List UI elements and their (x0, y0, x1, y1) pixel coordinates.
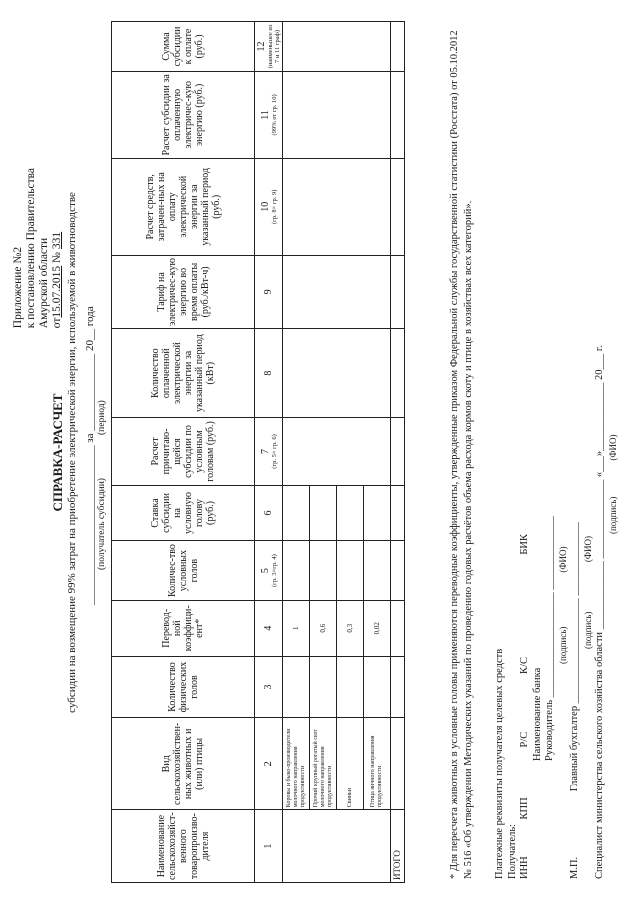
specialist-captions (607, 345, 620, 879)
col-formula-10: (гр. 8× гр. 9) (270, 189, 278, 225)
accountant-fio-caption: (ФИО) (582, 536, 593, 563)
animal-kind-cell: Прочий крупный рогатый скот молочного направления продуктивности (310, 718, 337, 810)
bik-label: БИК (519, 534, 530, 555)
table-header-row (112, 22, 255, 883)
col-number-12: 12 (наименьшее из 7 и 11 граф) (255, 22, 283, 72)
calculation-table (111, 21, 405, 883)
col-number-4: 4 (255, 600, 283, 656)
recipient-blank: _____________________________ (84, 445, 96, 605)
animal-kind-cell: Свиньи (337, 718, 364, 810)
col-formula-7: (гр. 5× гр. 6) (270, 434, 278, 469)
accountant-signature-caption: (подпись) (582, 611, 593, 649)
head-line: Руководитель ____________________ ______________ (544, 516, 555, 761)
col-header-9: Тариф на электричес-кую энергию во время оплаты (руб./кВт-ч) (112, 255, 255, 328)
recipient-period-line: _____________________________ за ______________ 20__ года (84, 306, 96, 605)
ks-label: К/С (519, 657, 530, 674)
period-caption: (период) (97, 400, 107, 435)
animal-kind-cell: Птица яичного направления продуктивности (364, 718, 391, 810)
accountant-label: Главный бухгалтер (569, 705, 580, 792)
col-number-8: 8 (255, 329, 283, 418)
col-number-1: 1 (255, 810, 283, 883)
recipient-caption: (получатель субсидии) (97, 478, 107, 570)
head-signature-caption: (подпись) (557, 626, 568, 664)
recipient-label: Получатель: (506, 823, 518, 879)
accountant-captions (582, 345, 595, 879)
sign-year-prefix: 20 (594, 369, 605, 380)
mp-label: М.П. (569, 856, 580, 879)
col-header-12: Сумма субсидии к оплате (руб.) (112, 22, 255, 72)
specialist-signature-caption: (подпись) (607, 496, 618, 534)
col-header-8: Количество оплаченной электрической энергии за указанный период (кВт) (112, 329, 255, 418)
document-title: СПРАВКА-РАСЧЕТ (50, 393, 65, 512)
column-number-row (255, 22, 283, 883)
appendix-line-3: Амурской области (38, 237, 50, 329)
specialist-label: Специалист министерства сельского хозяйства области (594, 631, 605, 879)
total-row (391, 22, 405, 883)
coefficient-cell: 0,3 (337, 600, 364, 656)
col-header-11: Расчет субсидии за оплаченную электричес-кую энергию (руб.) (112, 71, 255, 158)
head-captions (557, 345, 570, 879)
accountant-line: М.П. Главный бухгалтер ____________________ ______________ (569, 522, 580, 879)
col-number-11: 11 (99% от гр. 10) (255, 71, 283, 158)
year-suffix: года (84, 306, 96, 327)
col-header-1: Наименование сельскохозяйст-венного товаропроизво-дителя (112, 810, 255, 883)
col-formula-5: (гр. 3×гр. 4) (270, 554, 278, 587)
col-header-7: Расчет причитаю-щейся субсидии по условным головам (руб.) (112, 418, 255, 485)
sign-year-suffix: г. (594, 345, 605, 352)
col-header-4: Перевод-ной коэффици-ент* (112, 600, 255, 656)
date-prefix: от (51, 317, 63, 329)
number-prefix: № (51, 251, 63, 263)
col-number-3: 3 (255, 656, 283, 718)
col-number-5: 5 (гр. 3×гр. 4) (255, 541, 283, 601)
requisites-block (494, 345, 619, 879)
col-number-2: 2 (255, 718, 283, 810)
bank-label: Наименование банка (531, 667, 543, 761)
head-label: Руководитель (544, 700, 555, 761)
specialist-line: Специалист министерства сельского хозяйства области _____________ _______________ «___»_____________ 20___ г. (594, 345, 605, 879)
za-label: за (84, 433, 96, 443)
col-number-6: 6 (255, 485, 283, 541)
appendix-line-1: Приложение №2 (12, 246, 24, 329)
head-fio-caption: (ФИО) (557, 546, 568, 573)
inn-kpp-line (519, 345, 532, 879)
col-number-9: 9 (255, 255, 283, 328)
table-row (283, 22, 310, 883)
coefficient-cell: 0,6 (310, 600, 337, 656)
period-blank: ______________ (84, 353, 96, 431)
rs-label: Р/С (519, 731, 530, 748)
appendix-line-2: к постановлению Правительства (25, 168, 37, 329)
kpp-label: КПП (519, 797, 530, 820)
producer-name-cell (283, 810, 391, 883)
coefficient-cell: 0,02 (364, 600, 391, 656)
inn-label: ИНН (519, 856, 530, 879)
total-label: ИТОГО (391, 810, 405, 883)
appendix-date: 15.07.2015 (51, 265, 63, 318)
col-header-10: Расчет средств, затрачен-ных на оплату электрической энергии за указанный период (руб.) (112, 158, 255, 255)
col-formula-12: (наименьшее из 7 и 11 граф) (267, 24, 281, 69)
coefficient-cell: 1 (283, 600, 310, 656)
col-header-6: Ставка субсидии на условную голову (руб.) (112, 485, 255, 541)
bank-line (532, 345, 545, 879)
col-formula-11: (99% от гр. 10) (270, 94, 278, 136)
col-header-2: Вид сельскохозяйствен-ных животных и (или) птицы (112, 718, 255, 810)
animal-kind-cell: Коровы и быко-производители молочного направления продуктивности (283, 718, 310, 810)
col-number-7: 7 (гр. 5× гр. 6) (255, 418, 283, 485)
year-prefix: 20 (84, 340, 96, 352)
date-open-quote: « (594, 471, 605, 478)
col-header-3: Количество физических голов (112, 656, 255, 718)
col-header-5: Количес-тво условных голов (112, 541, 255, 601)
col-number-10: 10 (гр. 8× гр. 9) (255, 158, 283, 255)
specialist-fio-caption: (ФИО) (607, 434, 618, 461)
footnote: * Для пересчета животных в условные головы применяются переводные коэффициенты, утвержденные приказом Федеральной службы государственной статистики (Росстата) от 05.10.2012 № 516 «Об утверждении Методических указаний по проведению годовых расчётов объема расхода кормов скоту и птице в хозяйствах всех категорий». (449, 30, 474, 879)
document-subtitle: субсидии на возмещение 99% затрат на приобретение электрической энергии, используемой в животноводстве (66, 192, 78, 713)
requisites-title: Платежные реквизиты получателя целевых средств (494, 648, 505, 879)
date-close-quote: » (594, 450, 605, 457)
appendix-number: 331 (51, 231, 63, 250)
